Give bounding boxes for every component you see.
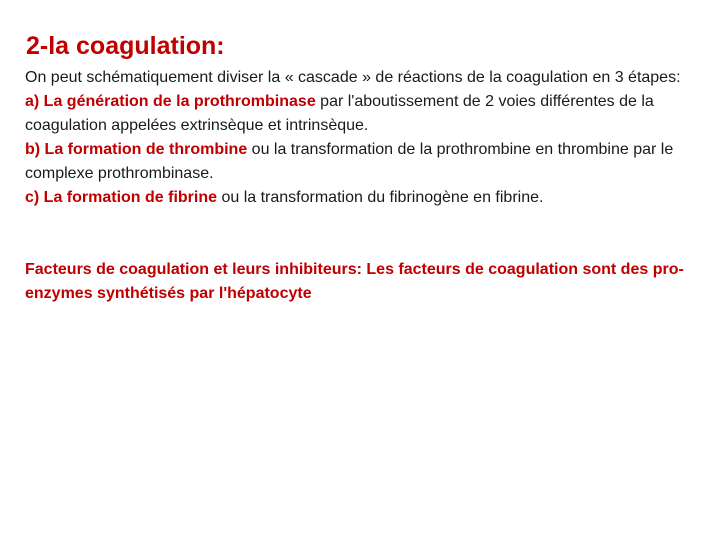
step-c <box>25 186 705 210</box>
intro-paragraph: On peut schématiquement diviser la « cascade » de réactions de la coagulation en 3 étapes: <box>25 69 681 86</box>
step-a <box>25 90 705 138</box>
step-b <box>25 138 705 186</box>
page-title: 2-la coagulation: <box>26 32 225 60</box>
factors-paragraph: Facteurs de coagulation et leurs inhibiteurs: Les facteurs de coagulation sont des pro-enzymes synthétisés par l'hépatocyte <box>25 261 684 302</box>
step-b-label: b) La formation de thrombine <box>25 141 248 158</box>
step-c-text: ou la transformation du fibrinogène en fibrine. <box>217 189 544 206</box>
step-c-label: c) La formation de fibrine <box>25 189 218 206</box>
slide-body <box>25 66 705 306</box>
step-a-text: par l'aboutissement de 2 voies différentes de la coagulation appelées extrinsèque et intrinsèque. <box>25 93 654 134</box>
step-a-label: a) La génération de la prothrombinase <box>25 93 316 110</box>
spacer <box>25 210 705 258</box>
step-b-text: ou la transformation de la prothrombine en thrombine par le complexe prothrombinase. <box>25 141 674 182</box>
